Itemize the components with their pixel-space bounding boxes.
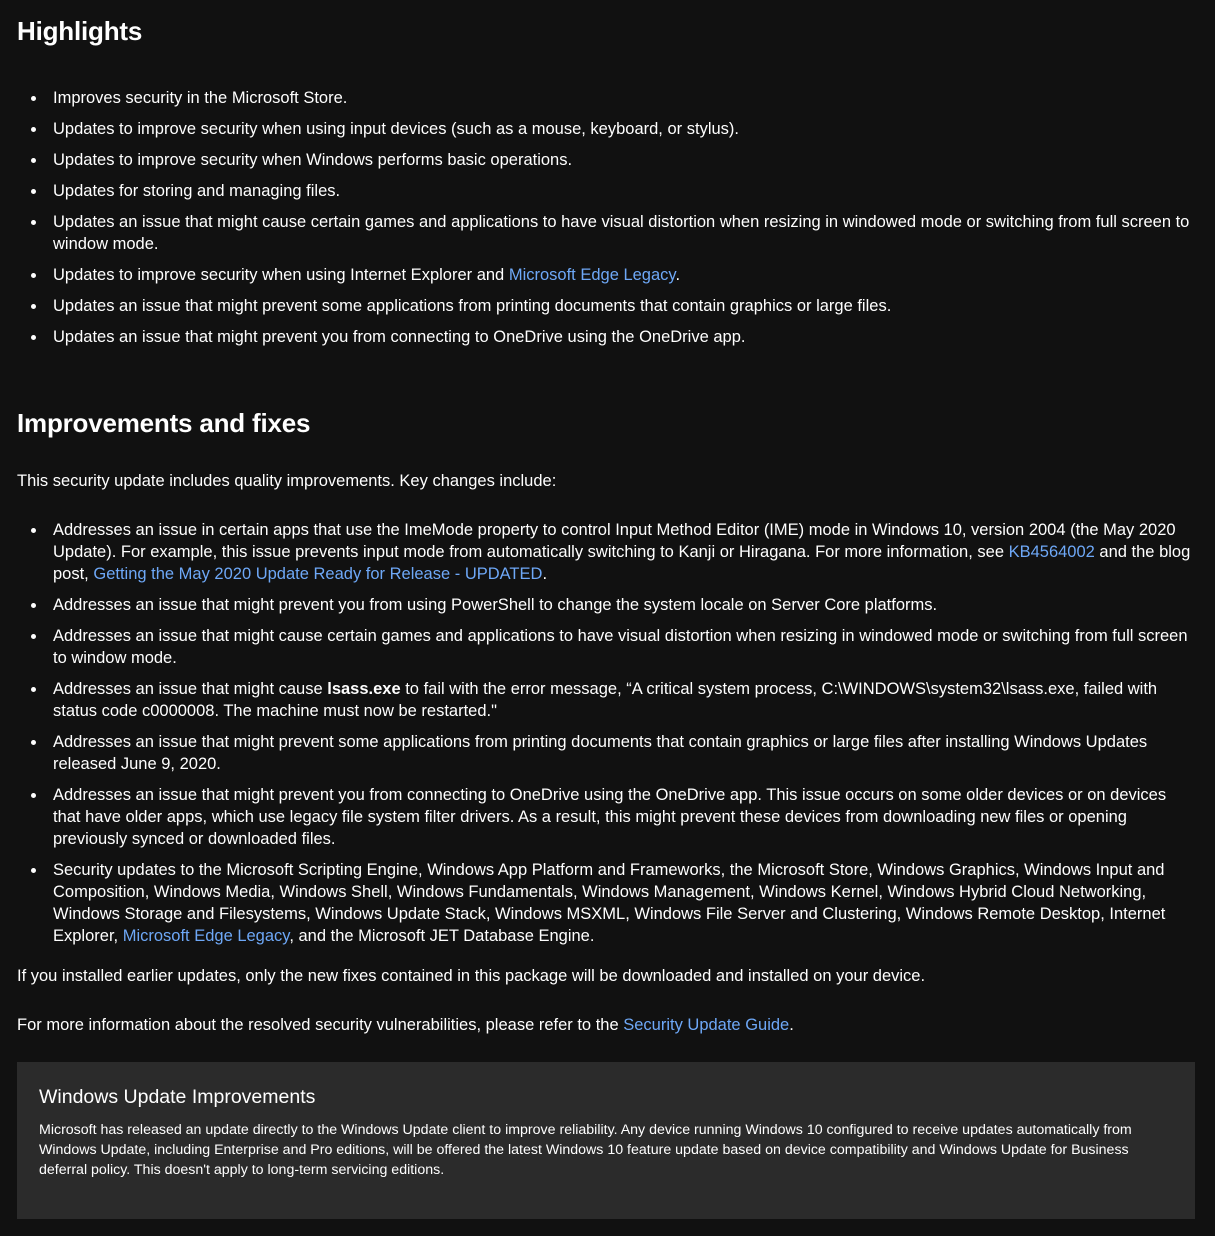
blog-post-link[interactable]: Getting the May 2020 Update Ready for Release - UPDATED [93,565,543,583]
earlier-updates-note: If you installed earlier updates, only the new fixes contained in this package will be downloaded and installed on your device. [17,967,926,985]
list-item: Addresses an issue that might cause lsass.exe to fail with the error message, “A critical system process, C:\WINDOWS\system32\lsass.exe, failed with status code c0000008. The machine must now be restarted." [17,678,1197,722]
lsass-exe-text: lsass.exe [327,680,401,698]
highlights-list [17,87,1197,357]
note-body: Microsoft has released an update directly to the Windows Update client to improve reliability. Any device running Windows 10 configured to receive updates automatically from Windows Update, including Enterprise and Pro editions, will be offered the latest Windows 10 feature update based on device compatibility and Windows Update for Business deferral policy. This doesn't apply to long-term servicing editions. [39,1122,1132,1178]
list-item: Updates an issue that might prevent you from connecting to OneDrive using the OneDrive app. [17,326,1197,348]
list-item: Updates an issue that might cause certain games and applications to have visual distortion when resizing in windowed mode or switching from full screen to window mode. [17,211,1197,255]
security-update-guide-link[interactable]: Security Update Guide [623,1016,790,1034]
improvements-intro: This security update includes quality improvements. Key changes include: [17,472,557,490]
list-item: Addresses an issue in certain apps that use the ImeMode property to control Input Method Editor (IME) mode in Windows 10, version 2004 (the May 2020 Update). For example, this issue prevents input mode from automatically switching to Kanji or Hiragana. For more information, see KB4564002 and the blog post, Getting the May 2020 Update Ready for Release - UPDATED. [17,519,1197,585]
list-item: Updates an issue that might prevent some applications from printing documents that contain graphics or large files. [17,295,1197,317]
list-item: Updates to improve security when using input devices (such as a mouse, keyboard, or stylus). [17,118,1197,140]
highlights-heading: Highlights [17,16,143,46]
list-item: Improves security in the Microsoft Store. [17,87,1197,109]
windows-update-improvements-note [17,1062,1195,1219]
microsoft-edge-legacy-link[interactable]: Microsoft Edge Legacy [122,927,290,945]
list-item: Addresses an issue that might prevent you from using PowerShell to change the system locale on Server Core platforms. [17,594,1197,616]
list-item: Addresses an issue that might prevent you from connecting to OneDrive using the OneDrive app. This issue occurs on some older devices or on devices that have older apps, which use legacy file system filter drivers. As a result, this might prevent these devices from downloading new files or opening previously synced or downloaded files. [17,784,1197,850]
improvements-heading: Improvements and fixes [17,408,311,438]
note-title: Windows Update Improvements [39,1086,316,1108]
list-item: Updates for storing and managing files. [17,180,1197,202]
more-info-paragraph: For more information about the resolved security vulnerabilities, please refer to the Security Update Guide. [17,1016,794,1034]
kb4564002-link[interactable]: KB4564002 [1008,543,1095,561]
improvements-list [17,519,1197,956]
microsoft-edge-legacy-link[interactable]: Microsoft Edge Legacy [508,266,676,284]
list-item: Security updates to the Microsoft Scripting Engine, Windows App Platform and Frameworks, the Microsoft Store, Windows Graphics, Windows Input and Composition, Windows Media, Windows Shell, Windows Fundamentals, Windows Management, Windows Kernel, Windows Hybrid Cloud Networking, Windows Storage and Filesystems, Windows Update Stack, Windows MSXML, Windows File Server and Clustering, Windows Remote Desktop, Internet Explorer, Microsoft Edge Legacy, and the Microsoft JET Database Engine. [17,859,1197,947]
list-item: Addresses an issue that might cause certain games and applications to have visual distortion when resizing in windowed mode or switching from full screen to window mode. [17,625,1197,669]
list-item: Addresses an issue that might prevent some applications from printing documents that contain graphics or large files after installing Windows Updates released June 9, 2020. [17,731,1197,775]
list-item: Updates to improve security when using Internet Explorer and Microsoft Edge Legacy. [17,264,1197,286]
list-item: Updates to improve security when Windows performs basic operations. [17,149,1197,171]
